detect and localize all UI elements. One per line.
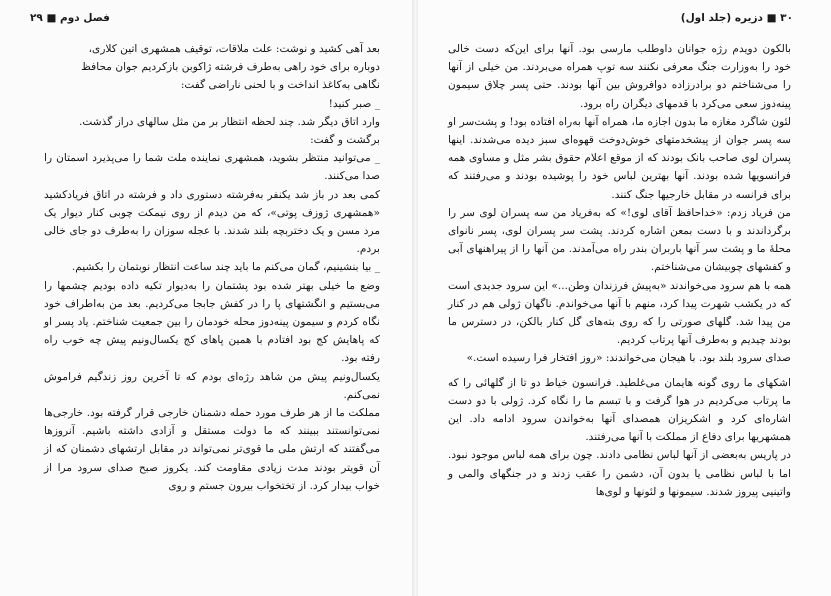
paragraph: اشکهای ما روی گونه هایمان می‌غلطید. فرانسون خیاط دو تا از گلهائی را که ما پرتاب می‌کردیم در هوا گرفت و با تبسم ما را نگاه کرد. ژولی با دو دست اشاره‌ای کرد و اشکریزان همصدای آنها به‌خواندن سرود ادامه داد. این همشهریها برای دفاع از مملکت با آنها می‌رفتند. — [448, 376, 791, 444]
paragraph: _ صبر کنید! — [328, 97, 380, 110]
paragraph: مملکت ما از هر طرف مورد حمله دشمنان خارجی قرار گرفته بود. خارجی‌ها نمی‌توانستند ببینند که ما دولت مستقل و آزادی داشته باشیم. آنروزها می‌گفتند که ارتش ملی ما قوی‌تر نمی‌تواند در مقابل ارتشهای دشمنان که از آن قویتر بودند مدت زیادی مقاومت کند. یکروز صبح صدای سرود مرا از خواب بیدار کرد. از تختخواب بیرون جستم و روی — [44, 407, 380, 492]
paragraph: برگشت و گفت: — [310, 134, 380, 147]
paragraph: وارد اتاق دیگر شد. چند لحظه انتظار بر من مثل سالهای دراز گذشت. — [79, 115, 380, 128]
paragraph: دوباره برای خود راهی به‌طرف فرشته ژاکوبن بازکردیم جوان محافظ — [81, 61, 380, 74]
paragraph: بعد آهی کشید و نوشت: علت ملاقات، توقیف همشهری اتین کلاری، — [88, 43, 380, 55]
right-page-body — [448, 40, 791, 501]
paragraph: _ می‌توانید منتظر بشوید، همشهری نماینده ملت شما را می‌پذیرد اسمتان را صدا می‌کنند. — [44, 152, 380, 183]
left-page-header: فصل دوم ■ ۲۹ — [30, 12, 110, 24]
paragraph: بالکون دویدم رژه جوانان داوطلب مارسی بود. آنها برای این‌که دست خالی خود را به‌وزارت جنگ معرفی نکنند سه توپ همراه می‌بردند. من خیلی از آنها را می‌شناختم دو برادرزاده دوافروش بین آنها بودند. حتی پسر چلاق سیمون پینه‌دوز سعی می‌کرد با قدمهای دیگران راه برود. — [448, 43, 791, 110]
paragraph: وضع ما خیلی بهتر شده بود پشتمان را به‌دیوار تکیه داده بودیم چشمها را می‌بستیم و انگشتهای پا را در کفش جابجا می‌کردیم. بعد من به‌اطراف خود نگاه کردم و سیمون پینه‌دوز محله خودمان را بین جمعیت شناختم. یاد پسر او که پاهایش کج بود افتادم با همین پاهای کج یکسال‌ونیم پیش چه خوب راه رفته بود. — [44, 279, 380, 365]
right-page-header: ۳۰ ■ دزیره (جلد اول) — [680, 12, 793, 24]
paragraph: من فریاد زدم: «خداحافظ آقای لوی!» که به‌فریاد من سه پسران لوی سر را برگرداندند و با دست بمعن اشاره کردند. پشت سر پسران لوی، پسر نانوای محلهٔ ما و پشت سر آنها باربران بندر راه می‌آمدند. من آنها را از پیراهنهای آبی و کفشهای چوبیشان می‌شناختم. — [448, 206, 791, 274]
paragraph: لئون شاگرد مغازه ما بدون اجازه ما، همراه آنها به‌راه افتاده بود! و پشت‌سر او سه پسر جوان از پیشخدمتهای خوش‌دوخت قهوه‌ای سبز دیده می‌شدند. اینها پسران لوی صاحب بانک بودند که از موقع اعلام حقوق بشر مثل و مساوی همه فرانسویها شده بودند. آنها بهترین لباس خود را پوشیده بودند و می‌رفتند که برای فرانسه در مقابل خارجیها جنگ کنند. — [448, 115, 791, 201]
paragraph: صدای سرود بلند بود. با هیجان می‌خواندند: «روز افتخار فرا رسیده است.» — [466, 352, 791, 365]
paragraph: کمی بعد در باز شد یکنفر به‌فرشته دستوری داد و فرشته در اتاق فریادکشید «همشهری ژوزف پوتی»، که من دیدم از روی نیمکت چوبی کنار دیوار یک مرد مسن و یک دختربچه بلند شدند. با عجله سوزان را به‌طرف دو جای خالی بردم. — [44, 188, 380, 256]
left-page — [0, 0, 414, 596]
paragraph: _ بیا بنشینیم، گمان می‌کنم ما باید چند ساعت انتظار نوبتمان را بکشیم. — [71, 261, 380, 274]
paragraph: یکسال‌ونیم پیش من شاهد رژه‌ای بودم که تا آخرین روز زندگیم فراموش نمی‌کنم. — [44, 370, 380, 401]
paragraph: همه با هم سرود می‌خواندند «به‌پیش فرزندان وطن...» این سرود جدیدی است که در یکشب شهرت پیدا کرد، منهم با آنها می‌خواندم. ناگهان ژولی هم در کنار من پیدا شد. گلهای صورتی را که روی بته‌های گل کنار بالکن، در دسترس ما بودند چیدیم و به‌طرف آنها پرتاب کردیم. — [448, 279, 791, 347]
left-page-body — [44, 40, 380, 495]
paragraph: نگاهی به‌کاغذ انداخت و با لحنی ناراضی گفت: — [180, 79, 380, 92]
right-page — [418, 0, 831, 596]
paragraph: در پاریس به‌بعضی از آنها لباس نظامی دادند. چون برای همه لباس موجود نبود. اما با لباس نظامی یا بدون آن، دشمن را عقب زدند و در جنگهای والمی و واتینیی پیروز شدند. سیمونها و لئونها و لوی‌ها — [448, 449, 791, 498]
